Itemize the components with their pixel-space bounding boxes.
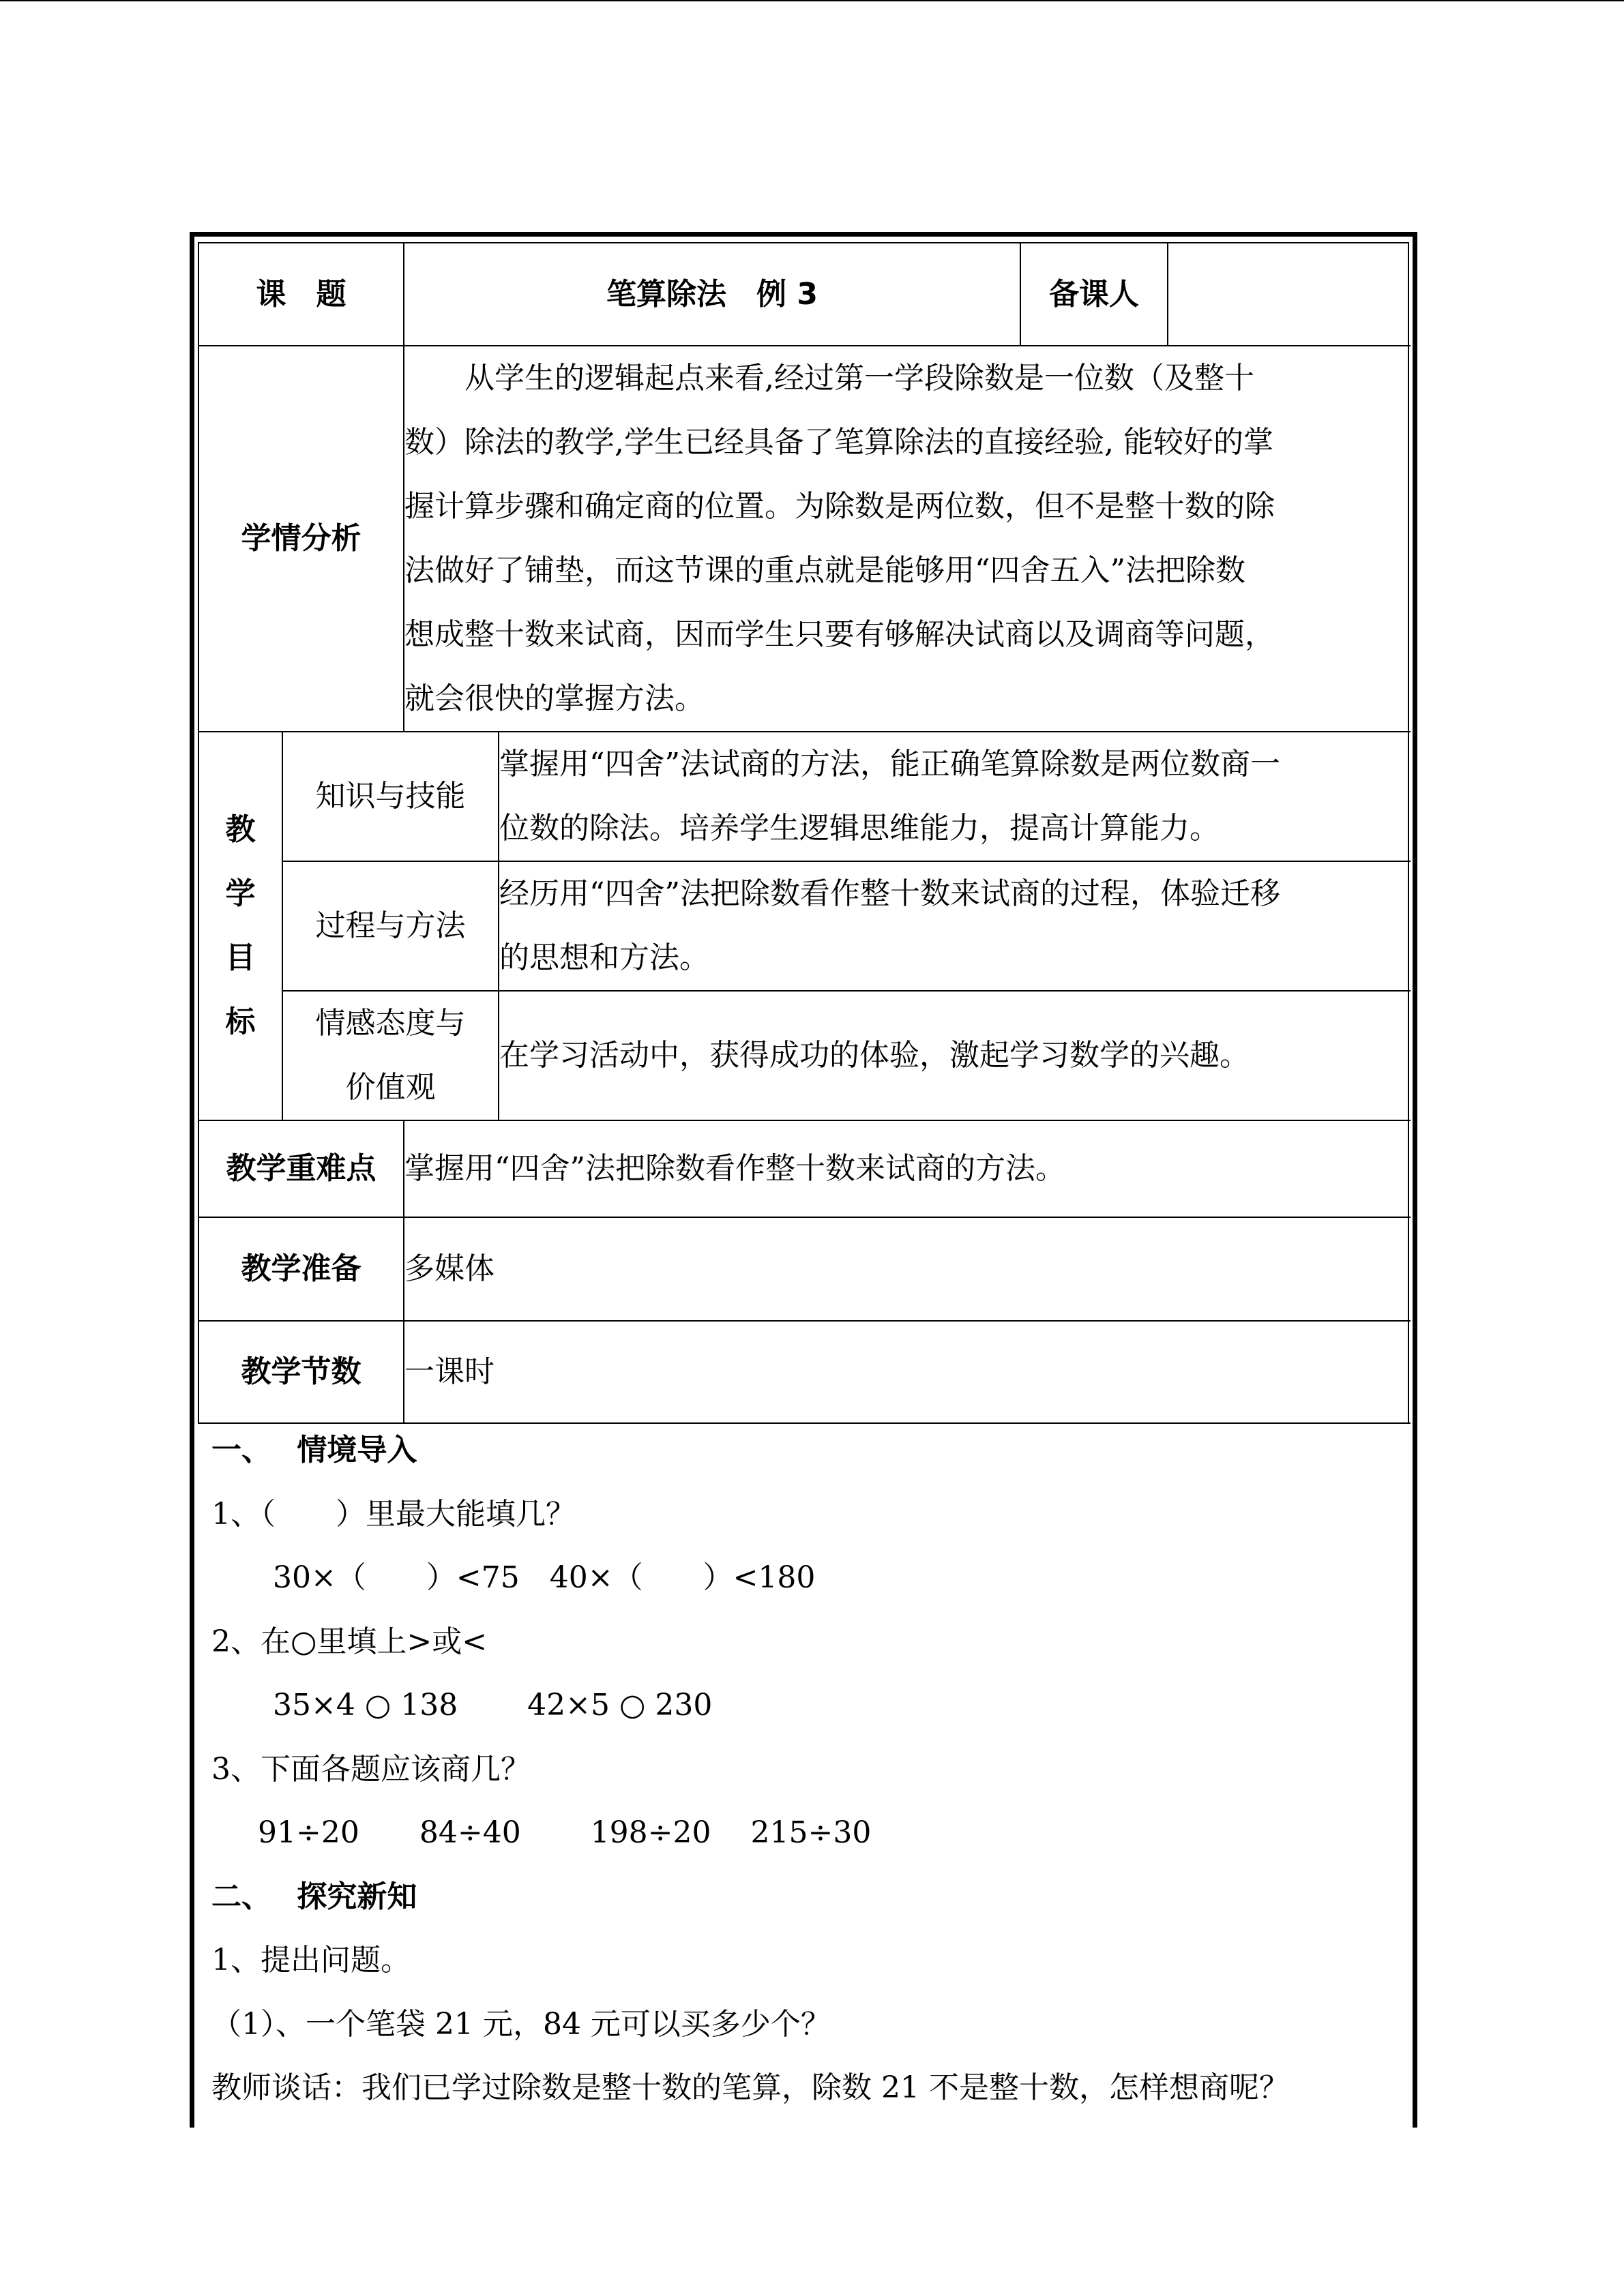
periods-value: 一课时 <box>404 1321 1411 1423</box>
objective-line: 位数的除法。培养学生逻辑思维能力，提高计算能力。 <box>499 811 1220 846</box>
step-text: 1、提出问题。 <box>211 1943 411 1978</box>
objective-category <box>282 991 499 1120</box>
question-text: 3、下面各题应该商几？ <box>211 1751 531 1787</box>
objective-line: 经历用“四舍”法把除数看作整十数来试商的过程，体验迁移 <box>499 876 1280 911</box>
question-expression: 91÷20 84÷40 198÷20 215÷30 <box>258 1815 872 1850</box>
objective-row-knowledge <box>199 732 1411 861</box>
lesson-plan-table <box>198 242 1409 1424</box>
teacher-talk: 教师谈话：我们已学过除数是整十数的笔算，除数 21 不是整十数，怎样想商呢？ <box>211 2070 1289 2105</box>
topic-row <box>199 243 1411 346</box>
objective-line: 掌握用“四舍”法试商的方法，能正确笔算除数是两位数商一 <box>499 747 1280 781</box>
question-expression: 35×4 ○ 138 42×5 ○ 230 <box>273 1688 713 1723</box>
preparer-label: 备课人 <box>1020 243 1168 346</box>
section-title: 二、 探究新知 <box>211 1879 417 1914</box>
preparation-value: 多媒体 <box>404 1217 1411 1321</box>
objective-content <box>499 991 1411 1120</box>
objective-content <box>499 861 1411 991</box>
analysis-line: 数）除法的教学,学生已经具备了笔算除法的直接经验, 能较好的掌 <box>404 425 1273 460</box>
key-points-value: 掌握用“四舍”法把除数看作整十数来试商的方法。 <box>404 1120 1411 1217</box>
preparation-label: 教学准备 <box>199 1217 404 1321</box>
objective-category: 知识与技能 <box>282 732 499 861</box>
objective-line: 的思想和方法。 <box>499 940 709 975</box>
objective-row-process <box>199 861 1411 991</box>
topic-value: 笔算除法 例 3 <box>404 243 1020 346</box>
objective-category: 过程与方法 <box>282 861 499 991</box>
analysis-line: 就会很快的掌握方法。 <box>404 681 705 716</box>
analysis-content <box>404 346 1411 732</box>
preparation-row <box>199 1217 1411 1321</box>
lesson-process <box>198 1418 1409 2120</box>
periods-row <box>199 1321 1411 1423</box>
objective-category-line: 情感态度与 <box>315 1006 466 1041</box>
lesson-info-table <box>199 243 1411 1424</box>
objectives-label-char: 教 <box>225 812 256 847</box>
analysis-line: 握计算步骤和确定商的位置。为除数是两位数，但不是整十数的除 <box>404 489 1275 524</box>
key-points-label: 教学重难点 <box>199 1120 404 1217</box>
objective-line: 在学习活动中，获得成功的体验，激起学习数学的兴趣。 <box>499 1038 1250 1073</box>
objective-row-attitude <box>199 991 1411 1120</box>
analysis-line: 想成整十数来试商，因而学生只要有够解决试商以及调商等问题， <box>404 617 1275 652</box>
objectives-label-char: 标 <box>225 1004 256 1039</box>
objectives-label <box>199 732 282 1120</box>
page-top-rule <box>0 0 1624 1</box>
objective-content <box>499 732 1411 861</box>
analysis-line: 法做好了铺垫，而这节课的重点就是能够用“四舍五入”法把除数 <box>404 553 1245 588</box>
objective-category-line: 价值观 <box>345 1070 436 1105</box>
question-text: 2、在○里填上>或< <box>211 1624 488 1659</box>
section-title: 一、 情境导入 <box>211 1433 417 1467</box>
analysis-row <box>199 346 1411 732</box>
step-question: （1）、一个笔袋 21 元，84 元可以买多少个？ <box>211 2006 831 2042</box>
preparer-value <box>1168 243 1411 346</box>
key-points-row <box>199 1120 1411 1217</box>
objectives-label-char: 目 <box>225 940 256 975</box>
analysis-label: 学情分析 <box>199 346 404 732</box>
periods-label: 教学节数 <box>199 1321 404 1423</box>
question-text: 1、（ ）里最大能填几？ <box>211 1496 576 1532</box>
objectives-label-char: 学 <box>225 876 256 911</box>
analysis-line: 从学生的逻辑起点来看,经过第一学段除数是一位数（及整十 <box>464 361 1254 396</box>
topic-label: 课 题 <box>199 243 404 346</box>
question-expression: 30×（ ）<75 40×（ ）<180 <box>273 1560 816 1595</box>
